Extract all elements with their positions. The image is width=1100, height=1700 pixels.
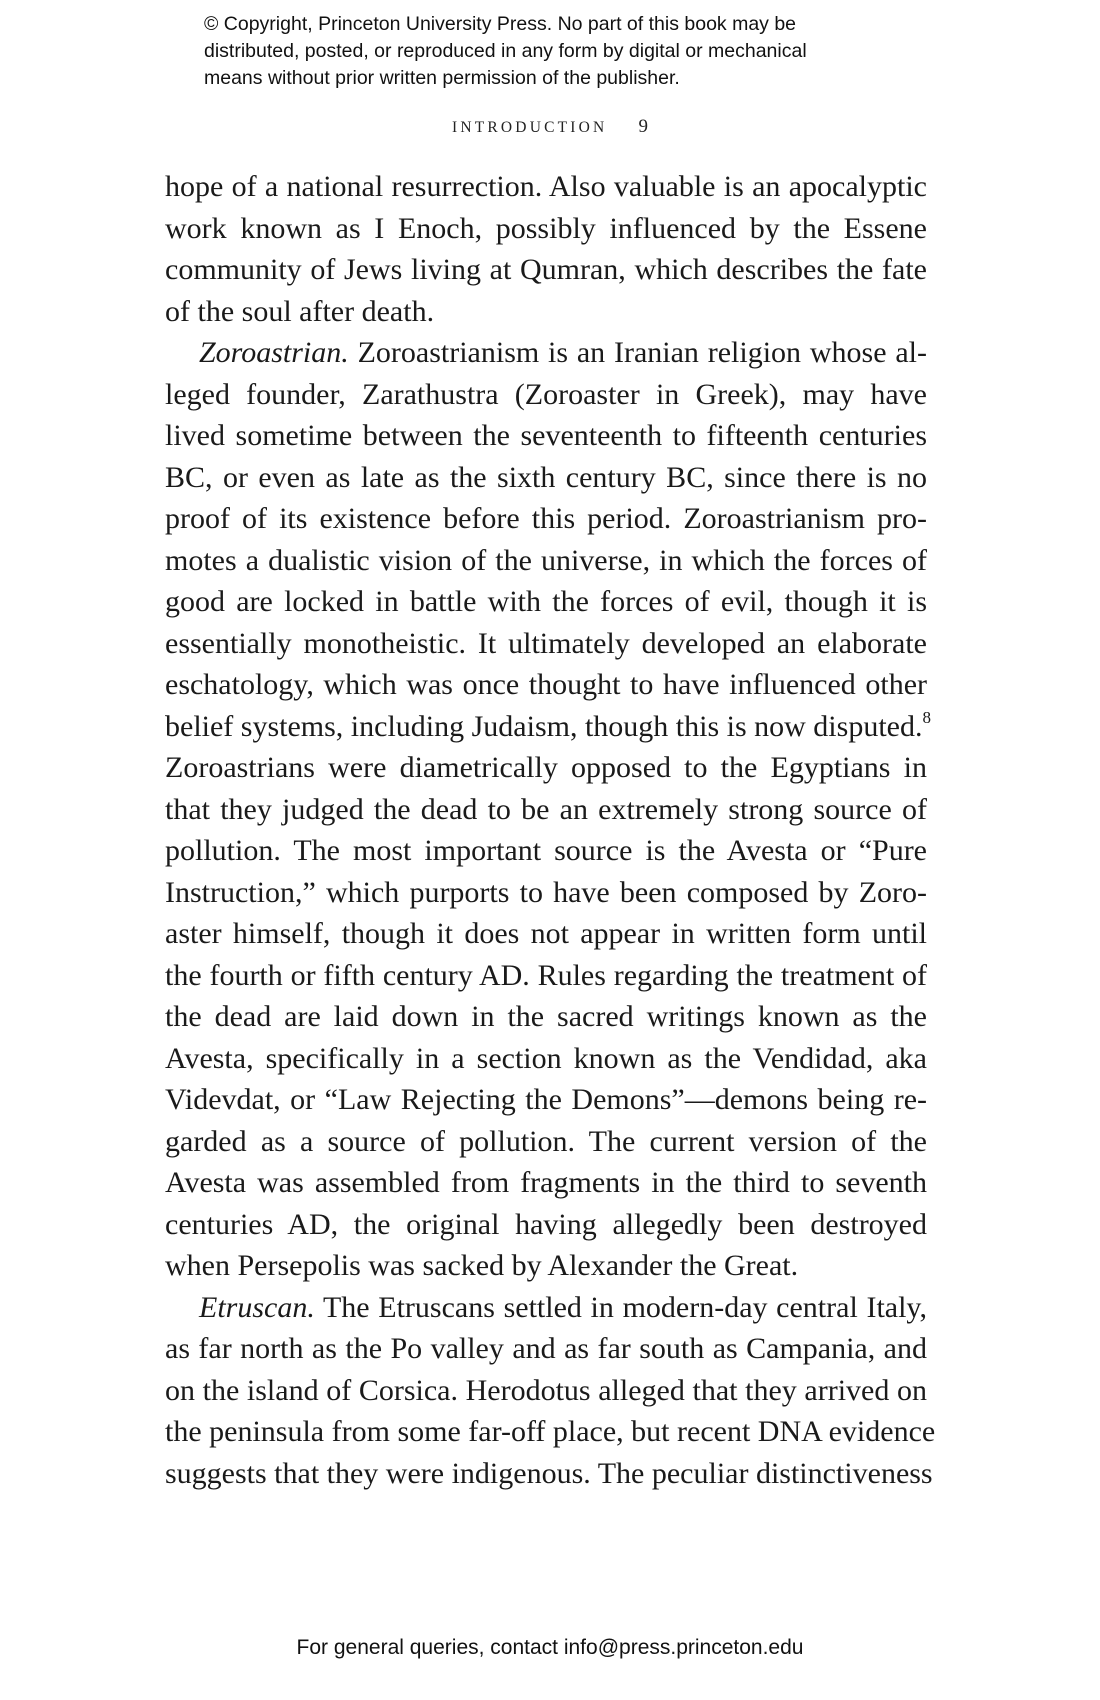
text-line: pollution. The most important source is the Avesta or “Pure [165,834,927,867]
text-line: BC, or even as late as the sixth century BC, since there is no [165,460,927,494]
text-line: as far north as the Po valley and as far south as Campania, and [165,1332,927,1365]
paragraph-etruscan-first-line [165,1287,927,1329]
text-line: motes a dualistic vision of the universe, in which the forces of [165,543,927,577]
text-line: hope of a national resurrection. Also valuable is an apocalyptic [165,170,927,203]
text-line: centuries AD, the original having allegedly been destroyed [165,1207,927,1241]
text-line: the fourth or fifth century AD. Rules regarding the treatment of [165,958,927,992]
text-fragment: Zoroastrianism is an Iranian religion whose al- [348,336,927,369]
paragraph-zoroastrian-first-line [165,332,927,374]
section-heading-zoroastrian: Zoroastrian. [199,336,349,369]
text-line: Instruction,” which purports to have been composed by Zoro- [165,875,927,909]
text-line: on the island of Corsica. Herodotus alleged that they arrived on [165,1373,927,1407]
running-head [0,116,1100,138]
text-line: lived sometime between the seventeenth to fifteenth centuries [165,419,927,452]
text-line-with-footnote [165,706,931,748]
section-heading-etruscan: Etruscan. [199,1290,315,1324]
copyright-line: © Copyright, Princeton University Press. No part of this book may be [204,13,797,35]
text-line: when Persepolis was sacked by Alexander the Great. [165,1249,799,1282]
text-line: leged founder, Zarathustra (Zoroaster in Greek), may have [165,377,927,411]
text-line: the peninsula from some far-off place, but recent DNA evidence [165,1415,936,1448]
footnote-reference[interactable]: 8 [922,707,931,727]
text-line: Videvdat, or “Law Rejecting the Demons”—demons being re- [165,1083,927,1116]
copyright-line: distributed, posted, or reproduced in any form by digital or mechanical [204,40,807,62]
text-line: suggests that they were indigenous. The peculiar distinctiveness [165,1456,933,1490]
text-fragment: The Etruscans settled in modern-day central Italy, [314,1290,927,1324]
text-line: work known as I Enoch, possibly influenced by the Essene [165,211,927,245]
text-line: of the soul after death. [165,294,435,328]
text-fragment: belief systems, including Judaism, though this is now disputed. [165,709,923,743]
body-text [165,166,936,1494]
text-line: the dead are laid down in the sacred writings known as the [165,1000,927,1033]
text-line: garded as a source of pollution. The current version of the [165,1124,927,1158]
text-line: essentially monotheistic. It ultimately developed an elaborate [165,626,927,660]
page-number: 9 [638,116,649,137]
text-line: that they judged the dead to be an extremely strong source of [165,792,927,826]
text-line: aster himself, though it does not appear in written form until [165,917,927,950]
text-line: eschatology, which was once thought to have influenced other [165,668,927,701]
text-line: Avesta was assembled from fragments in the third to seventh [165,1166,927,1199]
text-line: proof of its existence before this period. Zoroastrianism pro- [165,502,927,535]
text-line: community of Jews living at Qumran, which describes the fate [165,253,927,286]
text-line: good are locked in battle with the forces of evil, though it is [165,585,927,618]
copyright-line: means without prior written permission of the publisher. [204,67,680,89]
running-head-title: INTRODUCTION [451,119,608,136]
text-line: Avesta, specifically in a section known as the Vendidad, aka [165,1041,927,1075]
copyright-notice [204,11,924,92]
footer-contact: For general queries, contact info@press.princeton.edu [296,1636,804,1659]
text-line: Zoroastrians were diametrically opposed to the Egyptians in [165,751,927,784]
